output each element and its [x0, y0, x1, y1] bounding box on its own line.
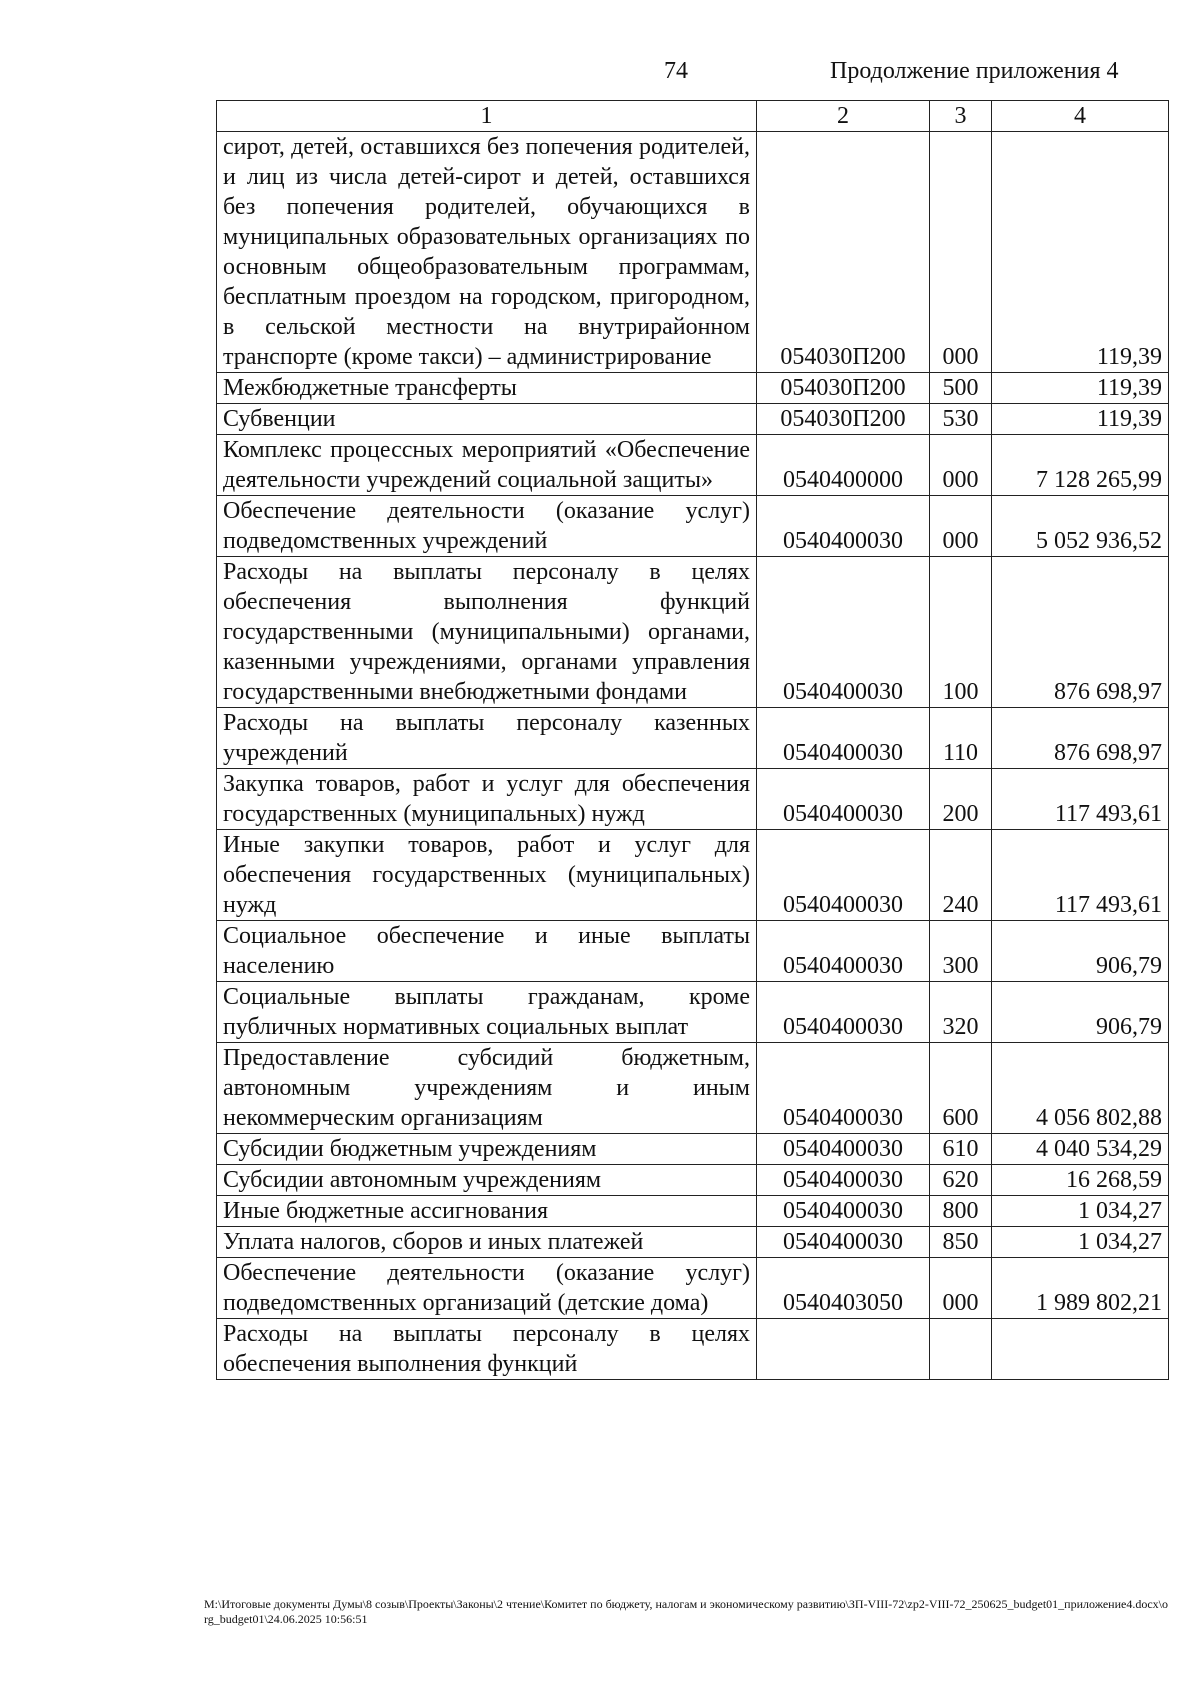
row-code: [757, 1319, 930, 1380]
row-expense-type: 300: [930, 921, 992, 982]
row-name: Субсидии бюджетным учреждениям: [217, 1134, 757, 1165]
row-sum: 7 128 265,99: [992, 435, 1169, 496]
column-number-header-row: [217, 101, 1169, 132]
row-code: 054030П200: [757, 132, 930, 373]
column-header-type: 3: [930, 101, 992, 132]
table-row: [217, 982, 1169, 1043]
column-header-sum: 4: [992, 101, 1169, 132]
table-row: [217, 557, 1169, 708]
row-sum: 906,79: [992, 982, 1169, 1043]
table-row: [217, 708, 1169, 769]
row-sum: 119,39: [992, 404, 1169, 435]
row-name: сирот, детей, оставшихся без попечения родителей, и лиц из числа детей-сирот и детей, оставшихся без попечения родителей, обучающихся в муниципальных образовательных организациях по основным общеобразовательным программам, бесплатным проездом на городском, пригородном, в сельской местности на внутрирайонном транспорте (кроме такси) – администрирование: [217, 132, 757, 373]
row-code: 054030П200: [757, 373, 930, 404]
row-code: 0540400030: [757, 1134, 930, 1165]
row-code: 0540400000: [757, 435, 930, 496]
row-expense-type: 600: [930, 1043, 992, 1134]
column-header-code: 2: [757, 101, 930, 132]
page-number: 74: [664, 58, 688, 84]
budget-table-container: [216, 100, 1168, 1380]
row-sum: 119,39: [992, 132, 1169, 373]
row-code: 0540400030: [757, 1196, 930, 1227]
column-header-name: 1: [217, 101, 757, 132]
row-sum: 16 268,59: [992, 1165, 1169, 1196]
row-name: Социальное обеспечение и иные выплаты населению: [217, 921, 757, 982]
table-row: [217, 1043, 1169, 1134]
row-code: 0540400030: [757, 496, 930, 557]
row-expense-type: 610: [930, 1134, 992, 1165]
table-row: [217, 1196, 1169, 1227]
row-expense-type: 000: [930, 435, 992, 496]
row-name: Обеспечение деятельности (оказание услуг) подведомственных учреждений: [217, 496, 757, 557]
row-expense-type: 850: [930, 1227, 992, 1258]
row-sum: 4 056 802,88: [992, 1043, 1169, 1134]
row-expense-type: 100: [930, 557, 992, 708]
row-name: Расходы на выплаты персоналу казенных учреждений: [217, 708, 757, 769]
row-sum: 876 698,97: [992, 708, 1169, 769]
row-code: 0540400030: [757, 708, 930, 769]
row-code: 0540400030: [757, 982, 930, 1043]
row-sum: 906,79: [992, 921, 1169, 982]
row-sum: 1 034,27: [992, 1196, 1169, 1227]
table-row: [217, 830, 1169, 921]
row-code: 0540400030: [757, 557, 930, 708]
table-row: [217, 769, 1169, 830]
row-expense-type: 110: [930, 708, 992, 769]
row-code: 0540400030: [757, 769, 930, 830]
row-sum: [992, 1319, 1169, 1380]
row-name: Межбюджетные трансферты: [217, 373, 757, 404]
table-row: [217, 373, 1169, 404]
row-code: 0540403050: [757, 1258, 930, 1319]
row-sum: 1 989 802,21: [992, 1258, 1169, 1319]
row-sum: 117 493,61: [992, 769, 1169, 830]
row-expense-type: 530: [930, 404, 992, 435]
table-row: [217, 1227, 1169, 1258]
row-name: Субвенции: [217, 404, 757, 435]
table-row: [217, 132, 1169, 373]
table-row: [217, 1258, 1169, 1319]
row-sum: 5 052 936,52: [992, 496, 1169, 557]
row-expense-type: 200: [930, 769, 992, 830]
row-name: Расходы на выплаты персоналу в целях обеспечения выполнения функций: [217, 1319, 757, 1380]
table-row: [217, 1319, 1169, 1380]
table-row: [217, 435, 1169, 496]
row-expense-type: 800: [930, 1196, 992, 1227]
row-expense-type: 000: [930, 132, 992, 373]
budget-table-body: [217, 132, 1169, 1380]
row-name: Комплекс процессных мероприятий «Обеспечение деятельности учреждений социальной защиты»: [217, 435, 757, 496]
document-file-path-footer: M:\Итоговые документы Думы\8 созыв\Проекты\Законы\2 чтение\Комитет по бюджету, налогам и экономическому развитию\ЗП-VIII-72\zp2-VIII-72_250625_budget01_приложение4.docx\org_budget01\24.06.2025 10:56:51: [204, 1597, 1168, 1626]
row-code: 0540400030: [757, 921, 930, 982]
row-name: Уплата налогов, сборов и иных платежей: [217, 1227, 757, 1258]
row-sum: 1 034,27: [992, 1227, 1169, 1258]
table-row: [217, 921, 1169, 982]
table-row: [217, 496, 1169, 557]
row-name: Иные бюджетные ассигнования: [217, 1196, 757, 1227]
row-name: Предоставление субсидий бюджетным, автономным учреждениям и иным некоммерческим организациям: [217, 1043, 757, 1134]
row-sum: 119,39: [992, 373, 1169, 404]
row-code: 0540400030: [757, 1165, 930, 1196]
appendix-continuation-label: Продолжение приложения 4: [830, 58, 1119, 84]
row-name: Закупка товаров, работ и услуг для обеспечения государственных (муниципальных) нужд: [217, 769, 757, 830]
row-sum: 4 040 534,29: [992, 1134, 1169, 1165]
row-code: 0540400030: [757, 1227, 930, 1258]
row-sum: 117 493,61: [992, 830, 1169, 921]
table-row: [217, 1134, 1169, 1165]
row-expense-type: 500: [930, 373, 992, 404]
row-name: Расходы на выплаты персоналу в целях обеспечения выполнения функций государственными (муниципальными) органами, казенными учреждениями, органами управления государственными внебюджетными фондами: [217, 557, 757, 708]
table-row: [217, 404, 1169, 435]
row-code: 0540400030: [757, 830, 930, 921]
row-expense-type: 000: [930, 1258, 992, 1319]
row-sum: 876 698,97: [992, 557, 1169, 708]
table-row: [217, 1165, 1169, 1196]
row-expense-type: [930, 1319, 992, 1380]
row-expense-type: 620: [930, 1165, 992, 1196]
row-expense-type: 240: [930, 830, 992, 921]
row-code: 0540400030: [757, 1043, 930, 1134]
row-name: Обеспечение деятельности (оказание услуг) подведомственных организаций (детские дома): [217, 1258, 757, 1319]
row-expense-type: 320: [930, 982, 992, 1043]
row-name: Иные закупки товаров, работ и услуг для обеспечения государственных (муниципальных) нужд: [217, 830, 757, 921]
row-expense-type: 000: [930, 496, 992, 557]
row-code: 054030П200: [757, 404, 930, 435]
budget-table: [216, 100, 1169, 1380]
row-name: Социальные выплаты гражданам, кроме публичных нормативных социальных выплат: [217, 982, 757, 1043]
row-name: Субсидии автономным учреждениям: [217, 1165, 757, 1196]
